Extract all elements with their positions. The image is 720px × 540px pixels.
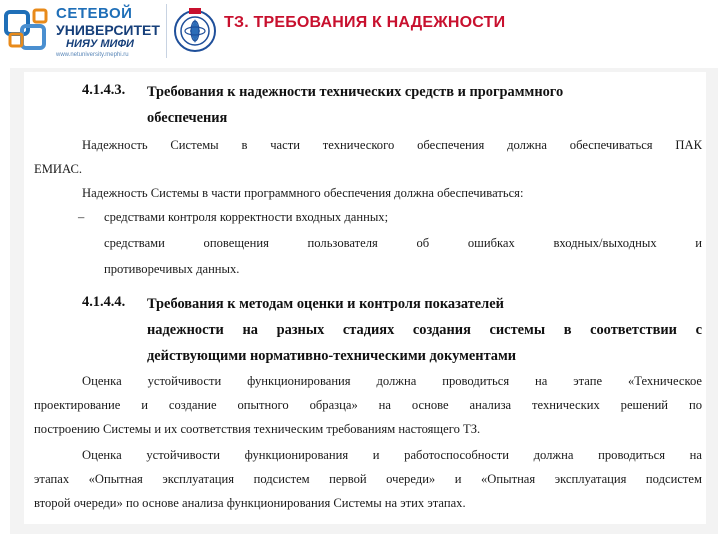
- document-scan: [24, 72, 706, 524]
- network-university-logo-icon: [4, 6, 52, 58]
- section-number: 4.1.4.3.: [82, 82, 126, 98]
- bullet-dash: –: [78, 210, 85, 224]
- section-heading: Требования к методам оценки и контроля показателей: [147, 296, 504, 312]
- section-heading: Требования к надежности технических средств и программного: [147, 84, 564, 100]
- paragraph-line: проектирование и создание опытного образца» на основе анализа технических решений по: [34, 398, 702, 412]
- paragraph-line: второй очереди» по основе анализа функционирования Системы на этих этапах.: [34, 496, 466, 510]
- paragraph-line: этапах «Опытная эксплуатация подсистем первой очереди» и «Опытная эксплуатация подсистем: [34, 472, 702, 486]
- paragraph-line: построению Системы и их соответствия техническим требованиям настоящего ТЗ.: [34, 422, 481, 436]
- logo-line-3: НИЯУ МИФИ: [66, 38, 134, 50]
- logo-wordmark: [56, 6, 166, 59]
- list-item-cont: противоречивых данных.: [104, 262, 240, 276]
- list-item: средствами контроля корректности входных данных;: [104, 210, 389, 224]
- slide-title: ТЗ. ТРЕБОВАНИЯ К НАДЕЖНОСТИ: [224, 14, 506, 31]
- university-emblem-icon: [172, 6, 218, 56]
- paragraph-line: Надежность Системы в части программного обеспечения должна обеспечиваться:: [82, 186, 524, 200]
- section-number: 4.1.4.4.: [82, 294, 126, 310]
- paragraph-line: Надежность Системы в части технического обеспечения должна обеспечиваться ПАК: [82, 138, 702, 152]
- section-heading-cont: действующими нормативно-техническими документами: [147, 348, 517, 364]
- section-heading-cont: надежности на разных стадиях создания системы в соответствии с: [147, 322, 702, 338]
- logo-line-2: УНИВЕРСИТЕТ: [56, 22, 160, 38]
- logo-line-1: СЕТЕВОЙ: [56, 5, 133, 22]
- paragraph-line: Оценка устойчивости функционирования и работоспособности должна проводиться на: [82, 448, 702, 462]
- paragraph-line: Оценка устойчивости функционирования должна проводиться на этапе «Техническое: [82, 374, 702, 388]
- logo-url: www.netuniversity.mephi.ru: [56, 52, 129, 58]
- list-item: средствами оповещения пользователя об ошибках входных/выходных и: [104, 236, 702, 250]
- section-heading-cont: обеспечения: [147, 110, 228, 126]
- paragraph-line: ЕМИАС.: [34, 162, 83, 176]
- header-divider: [166, 4, 167, 58]
- slide-header: [0, 0, 720, 62]
